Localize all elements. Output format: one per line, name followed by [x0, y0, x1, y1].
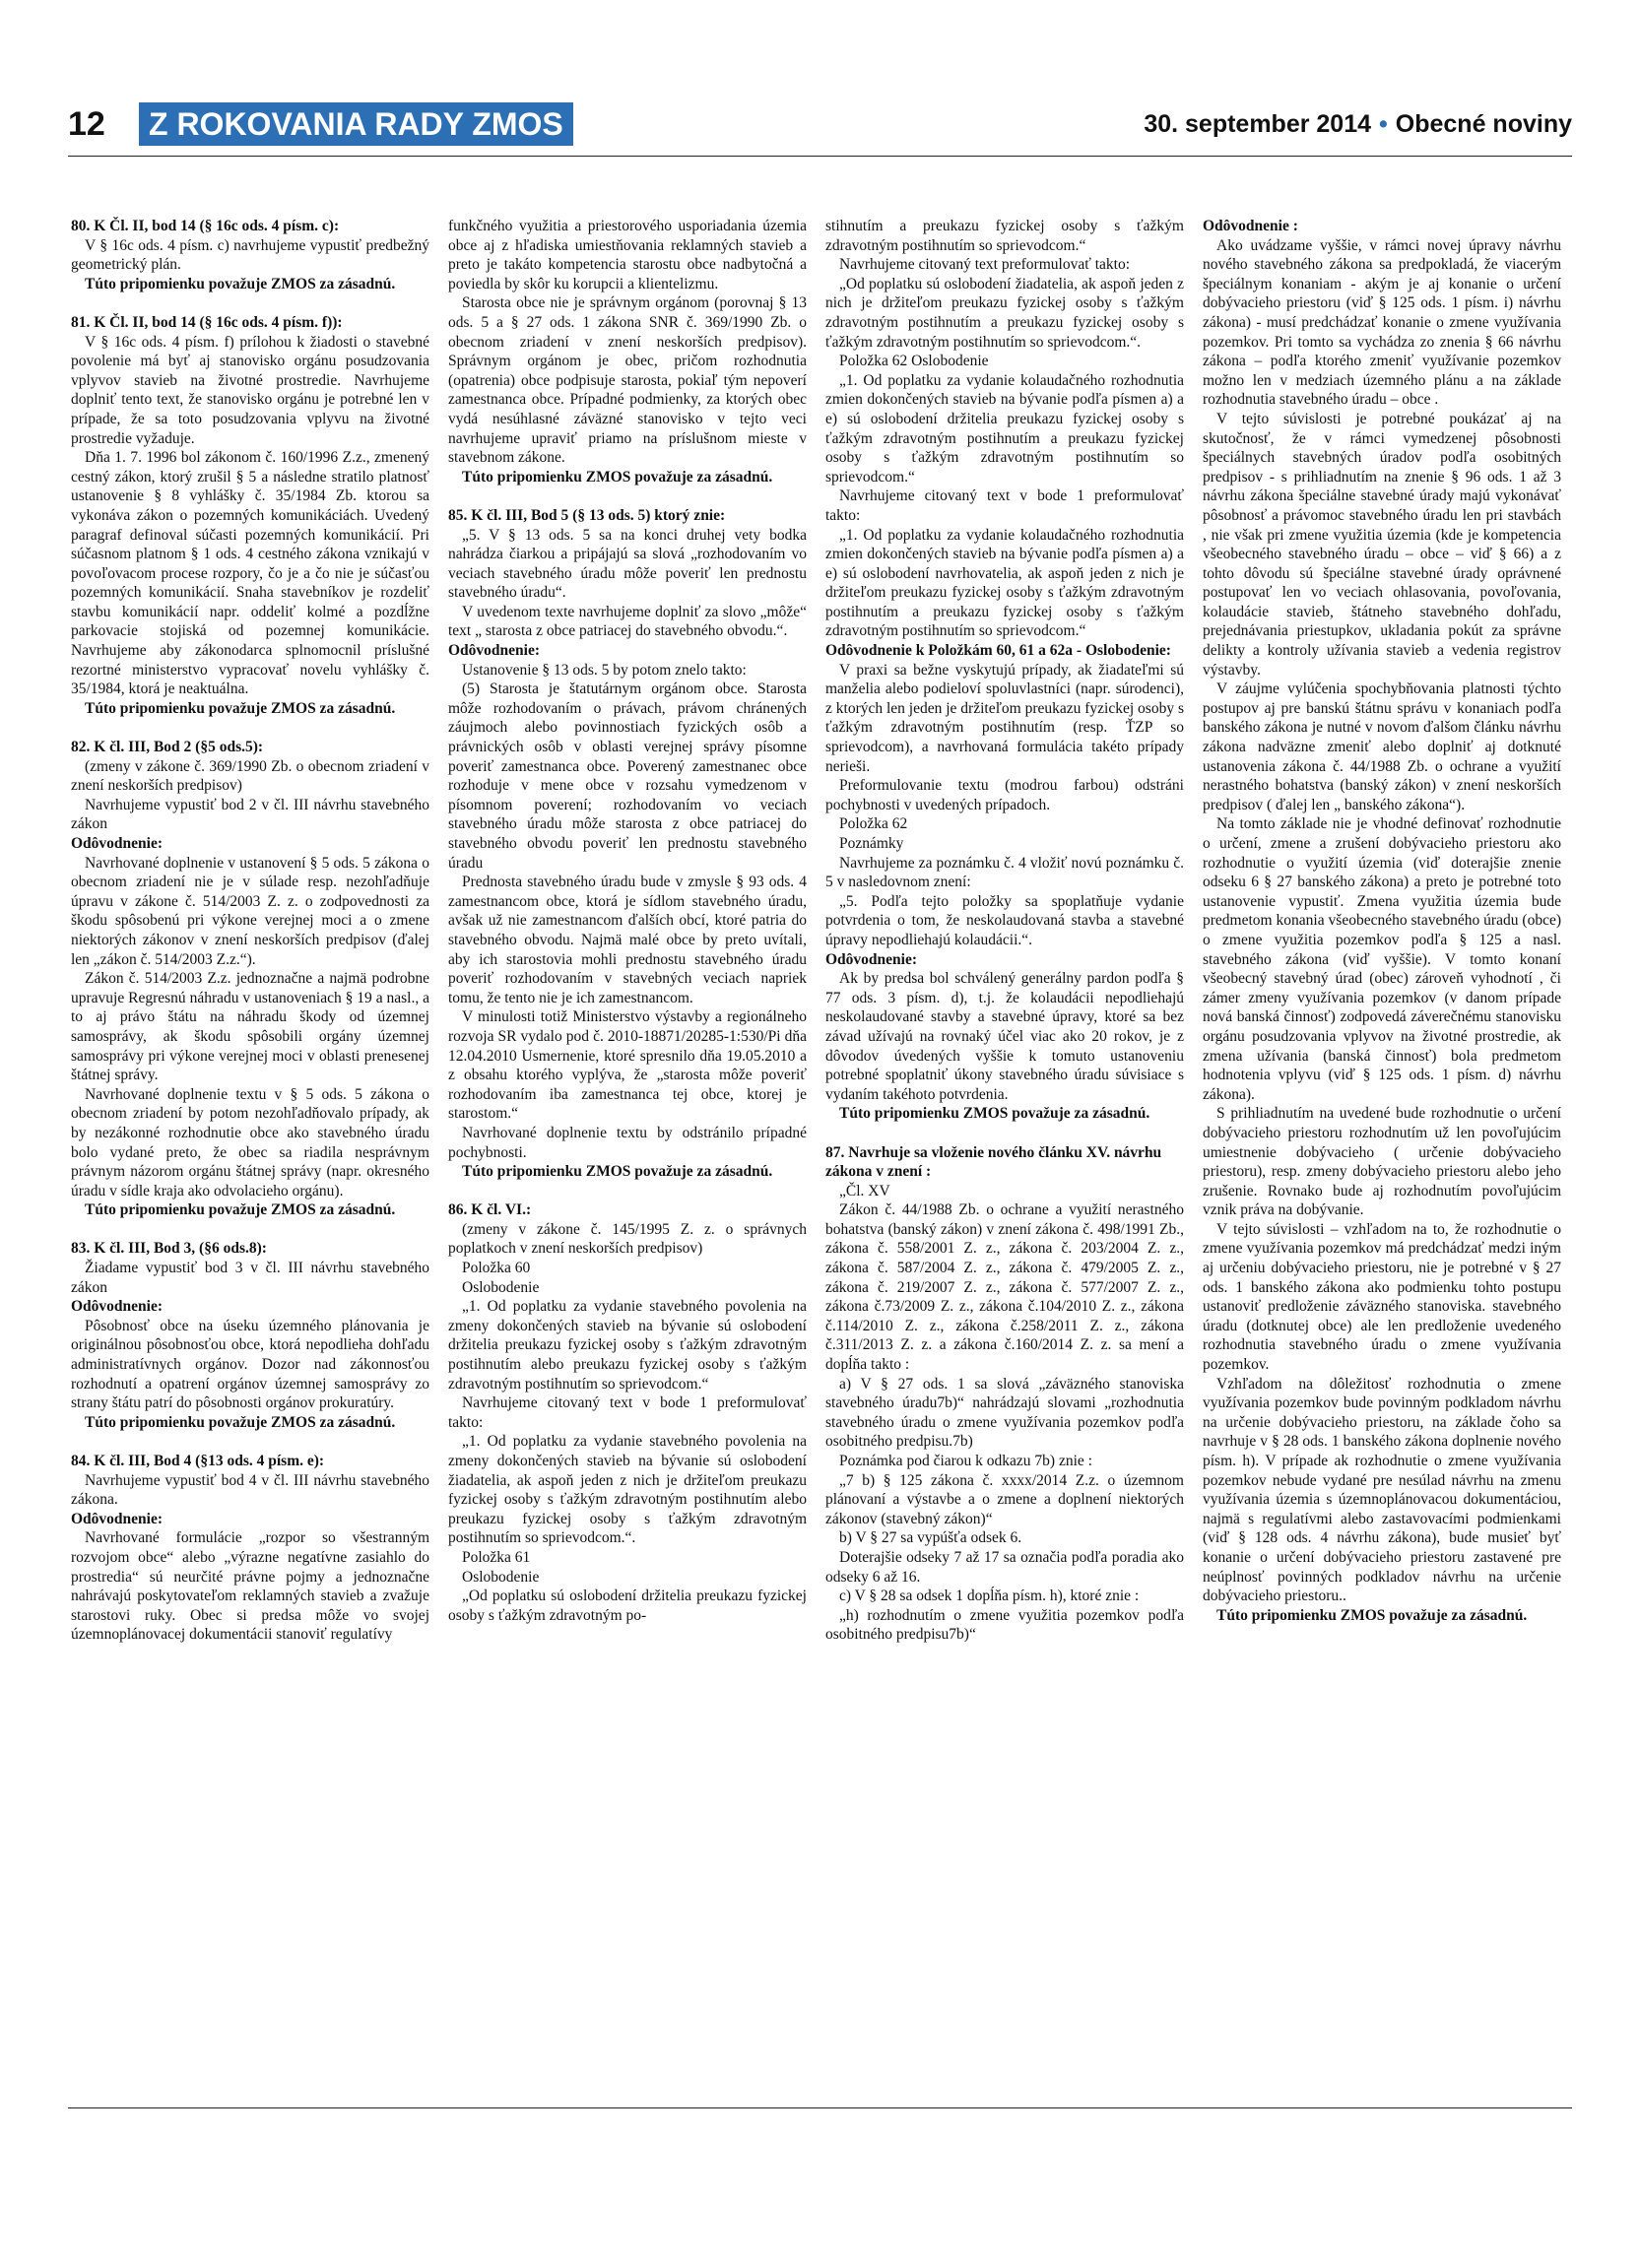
paragraph: Pôsobnosť obce na úseku územného plánovania je originálnou pôsobnosťou obce, ktorá nepodlieha dohľadu administratívnych orgánov. Dozor nad zákonnosťou rozhodnutí a opatrení orgánov územnej samosprávy zo strany štátu patrí do pôsobnosti orgánov prokuratúry. [71, 1317, 429, 1412]
paragraph: „Od poplatku sú oslobodení držitelia preukazu fyzickej osoby s ťažkým zdravotným po- [448, 1588, 807, 1624]
verdict-note: Túto pripomienku ZMOS považuje za zásadnú. [462, 1163, 773, 1181]
paragraph: „1. Od poplatku za vydanie kolaudačného rozhodnutia zmien dokončených stavieb na bývanie podľa písmen a) a e) sú oslobodení držitelia preukazu fyzickej osoby s ťažkým zdravotným postihnutím a preukazu fyzickej osoby s ťažkým zdravotným postihnutím so sprievodcom.“ [825, 371, 1184, 486]
paragraph: Poznámka pod čiarou k odkazu 7b) znie : [839, 1453, 1092, 1469]
item-heading: Odôvodnenie k Položkám 60, 61 a 62a - Oslobodenie: [825, 642, 1171, 660]
item-heading: 81. K Čl. II, bod 14 (§ 16c ods. 4 písm. f)): [71, 313, 343, 331]
paragraph: Ak by predsa bol schválený generálny pardon podľa § 77 ods. 3 písm. d), t.j. že kolaudácii nepodliehajú neskolaudované stavby a stavebné úpravy, ktoré sa bez závad užívajú na rovnaký účel viac ako 20 rokov, je z dôvodov úvedených vyššie k tomuto ustanoveniu potrebné spoplatniť úkony stavebného úradu súvisiace s vydaním takéhoto potvrdenia. [825, 970, 1184, 1103]
header-rule [68, 156, 1572, 157]
verdict-note: Túto pripomienku ZMOS považuje za zásadnú. [1216, 1606, 1528, 1624]
bullet-separator: • [1379, 110, 1388, 138]
paragraph: Navrhované doplnenie textu by odstránilo prípadné pochybnosti. [448, 1124, 807, 1161]
item-heading: 83. K čl. III, Bod 3, (§6 ods.8): [71, 1240, 267, 1258]
paragraph: (5) Starosta je štatutárnym orgánom obce. Starosta môže rozhodovaním o právach, právom chránených záujmoch alebo povinnostiach fyzických osôb a právnických osôb v oblasti verejnej správy písomne poveriť zamestnanca obce. Poverený zamestnanec obce rozhoduje v mene obce v rozsahu vymedzenom v písomnom poverení; rozhodovaním vo veciach stavebného úradu môže starosta z obce patriacej do stavebného obvodu poveriť len prednostu stavebného úradu [448, 680, 807, 872]
paragraph: „Čl. XV [839, 1182, 890, 1199]
article-column-2 [448, 217, 807, 2103]
paragraph: Dňa 1. 7. 1996 bol zákonom č. 160/1996 Z.z., zmenený cestný zákon, ktorý zrušil § 5 a následne stratilo platnosť ustanovenie § 8 vyhlášky č. 35/1984 Zb. ktorou sa vykonáva zákon o pozemných komunikáciách. Uvedený paragraf definoval súčasti pozemných komunikácií. Pri súčasnom platnom § 1 ods. 4 cestného zákona vznikajú v povoľovacom procese rozpory, čo je a čo nie je súčasťou pozemných komunikácií. Snaha stavebníkov je rozdeliť stavbu komunikácií napr. oddeliť kolmé a pozdĺžne parkovacie stojiská od pozemnej komunikácie. Navrhujeme aby zákonodarca splnomocnil príslušné rezortné ministerstvo vypracovať novelu vyhlášky č. 35/1984, ktorá je neaktuálna. [71, 449, 429, 698]
paragraph: Preformulovanie textu (modrou farbou) odstráni pochybnosti v uvedených prípadoch. [825, 777, 1184, 813]
paragraph: V praxi sa bežne vyskytujú prípady, ak žiadateľmi sú manželia alebo podieloví spoluvlastníci (napr. súrodenci), z ktorých len jeden je držiteľom preukazu fyzickej osoby s ťažkým zdravotným postihnutím (resp. ŤZP so sprievodcom), a navrhovaná formulácia takéto prípady nerieši. [825, 661, 1184, 775]
article-column-4 [1203, 217, 1561, 2103]
paragraph: V záujme vylúčenia spochybňovania platnosti týchto postupov aj pre banskú štátnu správu v konaniach podľa banského zákona je nutné v novom ďalšom článku návrhu zákona nadväzne zmeniť alebo doplniť aj dotknuté ustanovenia zákona č. 44/1988 Zb. o ochrane a využití nerastného bohatstva (banský zákon) v znení neskorších predpisov ( ďalej len „ banského zákona“). [1203, 680, 1561, 813]
paragraph: „1. Od poplatku za vydanie stavebného povolenia na zmeny dokončených stavieb na bývanie sú oslobodení držitelia preukazu fyzickej osoby s ťažkým zdravotným postihnutím alebo preukazu fyzickej osoby s ťažkým zdravotným postihnutím so sprievodcom.“ [448, 1298, 807, 1393]
paragraph: V uvedenom texte navrhujeme doplniť za slovo „môže“ text „ starosta z obce patriacej do stavebného obvodu.“. [448, 603, 807, 640]
paragraph: „5. Podľa tejto položky sa spoplatňuje vydanie potvrdenia o tom, že neskolaudovaná stavba a stavebné úpravy nepodliehajú kolaudácii.“. [825, 892, 1184, 948]
paragraph: „1. Od poplatku za vydanie kolaudačného rozhodnutia zmien dokončených stavieb na bývanie podľa písmen a) a e) sú oslobodení navrhovatelia, ak aspoň jeden z nich je držiteľom preukazu fyzickej osoby s ťažkým zdravotným postihnutím a preukazu fyzickej osoby s ťažkým zdravotným postihnutím so sprievodcom.“ [825, 526, 1184, 640]
item-heading: 85. K čl. III, Bod 5 (§ 13 ods. 5) ktorý znie: [448, 506, 726, 524]
paragraph: (zmeny v zákone č. 145/1995 Z. z. o správnych poplatkoch v znení neskorších predpisov) [448, 1220, 807, 1258]
paragraph: Položka 61 [462, 1548, 531, 1566]
paragraph: Ustanovenie § 13 ods. 5 by potom znelo takto: [462, 661, 747, 679]
paragraph: Navrhujeme vypustiť bod 2 v čl. III návrhu stavebného zákon [71, 796, 429, 833]
verdict-note: Túto pripomienku považuje ZMOS za zásadnú. [85, 1413, 396, 1431]
paragraph: Navrhované doplnenie v ustanovení § 5 ods. 5 zákona o obecnom zriadení nie je v súlade resp. nezohľadňuje úpravu v zákone č. 514/2003 Z. z. o zodpovednosti za škodu spôsobenú pri výkone verejnej moci a o zmene niektorých zákonov v znení neskorších predpisov (ďalej len „zákon č. 514/2003 Z.z.“). [71, 854, 429, 968]
item-heading: 86. K čl. VI.: [448, 1201, 532, 1219]
section-title: Z ROKOVANIA RADY ZMOS [139, 102, 573, 146]
paragraph: Oslobodenie [462, 1568, 540, 1586]
item-heading: Odôvodnenie: [71, 1298, 164, 1316]
paragraph: b) V § 27 sa vypúšťa odsek 6. [839, 1529, 1022, 1547]
item-heading: 80. K Čl. II, bod 14 (§ 16c ods. 4 písm. c): [71, 218, 340, 234]
verdict-note: Túto pripomienku považuje ZMOS za zásadnú. [85, 1201, 396, 1219]
item-heading: 84. K čl. III, Bod 4 (§13 ods. 4 písm. e): [71, 1453, 325, 1469]
paragraph: (zmeny v zákone č. 369/1990 Zb. o obecnom zriadení v znení neskorších predpisov) [71, 757, 429, 795]
article-column-1 [71, 217, 429, 2103]
paragraph: Navrhujeme citovaný text preformulovať takto: [839, 256, 1130, 274]
paragraph: „h) rozhodnutím o zmene využitia pozemkov podľa osobitného predpisu7b)“ [825, 1606, 1184, 1644]
item-heading: Odôvodnenie: [825, 950, 918, 968]
paragraph: V § 16c ods. 4 písm. c) navrhujeme vypustiť predbežný geometrický plán. [71, 236, 429, 274]
paragraph: „1. Od poplatku za vydanie stavebného povolenia na zmeny dokončených stavieb na bývanie sú oslobodení žiadatelia, ak aspoň jeden z nich je držiteľom preukazu fyzickej osoby s ťažkým zdravotným postihnutím alebo preukazu fyzickej osoby s ťažkým zdravotným postihnutím so sprievodcom.“. [448, 1433, 807, 1547]
paragraph: Ako uvádzame vyššie, v rámci novej úpravy návrhu nového stavebného zákona sa predpokladá, že viacerým špeciálnym konaniam - akým je aj konanie o určení dobývacieho priestoru (viď § 125 ods. 1 písm. i) návrhu zákona) - musí predchádzať konanie o zmene využívania pozemkov. Pri tomto sa vychádza zo znenia § 66 návrhu zákona – podľa ktorého zmeniť využívanie pozemkov možno len v medziach územného plánu a na základe rozhodnutia stavebného úradu – obce . [1203, 236, 1561, 409]
paragraph: „5. V § 13 ods. 5 sa na konci druhej vety bodka nahrádza čiarkou a pripájajú sa slová „rozhodovaním vo veciach stavebného úradu môže poveriť len prednostu stavebného úradu“. [448, 526, 807, 602]
item-heading: Odôvodnenie: [448, 642, 541, 660]
paragraph: Vzhľadom na dôležitosť rozhodnutia o zmene využívania pozemkov bude povinným podkladom návrhu na určenie dobývacieho priestoru, na základe čoho sa navrhuje v § 28 ods. 1 banského zákona doplnenie nového písm. h). V prípade ak rozhodnutie o zmene využívania pozemkov nebude vydané pre nesúlad návrhu na zmenu využívania územia s územnoplánovacou dokumentáciou, najmä s regulatívmi alebo zastavovacími podmienkami (viď § 128 ods. 4 návrhu zákona), bude musieť byť konanie o určení dobývacieho priestoru zastavené pre neúplnosť povinných podkladov návrhu na určenie dobývacieho priestoru.. [1203, 1375, 1561, 1605]
paragraph: S prihliadnutím na uvedené bude rozhodnutie o určení dobývacieho priestoru rozhodnutím už len povoľujúcim umiestnenie dobývacieho ( určenie dobývacieho priestoru), resp. zmeny dobývacieho priestoru alebo jeho zrušenie. Rovnako bude aj rozhodnutím povoľujúcim vznik práva na dobývanie. [1203, 1105, 1561, 1219]
paragraph-continued: funkčného využitia a priestorového usporiadania územia obce aj z hľadiska umiestňovania reklamných stavieb a preto je takáto kompetencia starostu obce nadbytočná a poviedla by skôr ku korupcii a klientelizmu. [448, 218, 807, 292]
paragraph: a) V § 27 ods. 1 sa slová „záväzného stanoviska stavebného úradu7b)“ nahrádzajú slovami „rozhodnutia stavebného úradu o zmene využívania pozemkov podľa osobitného predpisu.7b) [825, 1375, 1184, 1451]
paragraph: Oslobodenie [462, 1278, 540, 1296]
verdict-note: Túto pripomienku ZMOS považuje za zásadnú. [839, 1105, 1150, 1123]
paragraph: „Od poplatku sú oslobodení žiadatelia, ak aspoň jeden z nich je držiteľom preukazu fyzickej osoby s ťažkým zdravotným postihnutím a preukazu fyzickej osoby s ťažkým zdravotným postihnutím so sprievodcom.“. [825, 275, 1184, 351]
item-heading: 82. K čl. III, Bod 2 (§5 ods.5): [71, 739, 264, 756]
paragraph: Poznámky [839, 835, 904, 852]
item-heading: 87. Navrhuje sa vloženie nového článku XV. návrhu zákona v znení : [825, 1143, 1162, 1181]
paragraph: Žiadame vypustiť bod 3 v čl. III návrhu stavebného zákon [71, 1260, 429, 1296]
item-heading: Odôvodnenie : [1203, 218, 1298, 234]
paragraph: Navrhujeme citovaný text v bode 1 preformulovať takto: [825, 487, 1184, 524]
issue-date: 30. september 2014 [1144, 110, 1372, 138]
page-header [68, 102, 1572, 146]
paragraph: Doterajšie odseky 7 až 17 sa označia podľa poradia ako odseky 6 až 16. [825, 1548, 1184, 1586]
paragraph: V minulosti totiž Ministerstvo výstavby a regionálneho rozvoja SR vydalo pod č. 2010-18871/20285-1:530/Pi dňa 12.04.2010 Usmernenie, ktoré spresnilo dňa 19.05.2010 a z obsahu ktorého vyplýva, že „starosta môže poveriť rozhodovaním iba zamestnanca tej obce, ktorej je starostom.“ [448, 1008, 807, 1123]
verdict-note: Túto pripomienku považuje ZMOS za zásadnú. [85, 699, 396, 717]
article-column-3 [825, 217, 1184, 2103]
item-heading: Odôvodnenie: [71, 835, 164, 852]
paragraph: Zákon č. 514/2003 Z.z. jednoznačne a najmä podrobne upravuje Regresnú náhradu v ustanoveniach § 19 a nasl., a to aj právo štátu na náhradu škody od územnej samosprávy, ak škodu spôsobili orgány územnej samosprávy pri výkone verejnej moci v oblasti prenesenej štátnej správy. [71, 970, 429, 1084]
footer-rule [68, 2107, 1572, 2108]
page-number: 12 [68, 105, 105, 143]
verdict-note: Túto pripomienku ZMOS považuje za zásadnú. [462, 468, 773, 486]
item-heading: Odôvodnenie: [71, 1510, 164, 1527]
paragraph: V tejto súvislosti je potrebné poukázať aj na skutočnosť, že v rámci vymedzenej pôsobnosti špeciálnych stavebných úradov podľa osobitných predpisov - s prihliadnutím na znenie § 96 ods. 1 až 3 návrhu zákona špeciálne stavebné úrady majú vykonávať pôsobnosť a právomoc stavebného úradu len pri stavbách , nie však pri zmene využitia územia (kde je kompetencia všeobecného stavebného úradu – obce – viď § 66) a z tohto dôvodu sú špeciálne stavebné úrady oprávnené postupovať len vo veciach ohlasovania, povoľovania, kolaudácie stavieb, štátneho stavebného dohľadu, prejednávania priestupkov, ukladania pokút za správne delikty a kontroly užívania stavieb a vedenia registrov výstavby. [1203, 410, 1561, 679]
paragraph: Položka 62 [839, 815, 908, 833]
publication-name: Obecné noviny [1395, 110, 1572, 138]
paragraph: Položka 62 Oslobodenie [839, 353, 989, 370]
paragraph: Prednosta stavebného úradu bude v zmysle § 93 ods. 4 zamestnancom obce, ktorá je sídlom stavebného úradu, avšak už nie zamestnancom ďalších obcí, ktoré patria do stavebného obvodu. Najmä malé obce by preto uvítali, aby ich starostovia mohli prednostu stavebného úradu poveriť rozhodovaním v stavebných veciach napriek tomu, že tento nie je ich zamestnancom. [448, 874, 807, 1006]
paragraph: „7 b) § 125 zákona č. xxxx/2014 Z.z. o územnom plánovaní a výstavbe a o zmene a doplnení niektorých zákonov (stavebný zákon)“ [825, 1471, 1184, 1527]
paragraph: Navrhujeme za poznámku č. 4 vložiť novú poznámku č. 5 v nasledovnom znení: [825, 854, 1184, 891]
paragraph: Navrhované formulácie „rozpor so všestranným rozvojom obce“ alebo „výrazne negatívne zasiahlo do prostredia“ sú neurčité právne pojmy a jednoznačne nahrávajú poskytovateľom reklamných stavieb a zvažuje starostovi ruky. Obec si predsa môže vo svojej územnoplánovacej dokumentácii stanoviť regulatívy [71, 1529, 429, 1644]
paragraph: Starosta obce nie je správnym orgánom (porovnaj § 13 ods. 5 a § 27 ods. 1 zákona SNR č. 369/1990 Zb. o obecnom zriadení v znení neskorších predpisov). Správnym orgánom je obec, pričom rozhodnutia (opatrenia) obce podpisuje starosta, pokiaľ tým nepoverí zamestnanca obce. Prípadné podmienky, za ktorých obec vydá nesúhlasné záväzné stanovisko v tejto veci navrhujeme upraviť priamo na príslušnom mieste v stavebnom zákone. [448, 294, 807, 467]
issue-info [1144, 102, 1572, 146]
verdict-note: Túto pripomienku považuje ZMOS za zásadnú. [85, 275, 396, 292]
paragraph: Navrhované doplnenie textu v § 5 ods. 5 zákona o obecnom zriadení by potom nezohľadňovalo prípady, ak by nezákonné rozhodnutie obce ako stavebného úradu bolo vydané preto, že obec sa riadila nesprávnym právnym názorom orgánu štátnej správy (napr. okresného úradu v sídle kraja ako odvolacieho orgánu). [71, 1085, 429, 1199]
paragraph: Zákon č. 44/1988 Zb. o ochrane a využití nerastného bohatstva (banský zákon) v znení zákona č. 498/1991 Zb., zákona č. 558/2001 Z. z., zákona č. 203/2004 Z. z., zákona č. 587/2004 Z. z., zákona č. 479/2005 Z. z., zákona č. 219/2007 Z. z., zákona č. 577/2007 Z. z., zákona č.73/2009 Z. z., zákona č.104/2010 Z. z., zákona č.114/2010 Z. z., zákona č.258/2011 Z. z., zákona č.311/2013 Z. z. a zákona č.160/2014 Z. z. sa mení a dopĺňa takto : [825, 1201, 1184, 1374]
paragraph: Navrhujeme citovaný text v bode 1 preformulovať takto: [448, 1394, 807, 1431]
paragraph-continued: stihnutím a preukazu fyzickej osoby s ťažkým zdravotným postihnutím so sprievodcom.“ [825, 218, 1184, 254]
paragraph: Navrhujeme vypustiť bod 4 v čl. III návrhu stavebného zákona. [71, 1471, 429, 1509]
paragraph: Položka 60 [462, 1260, 531, 1277]
paragraph: V tejto súvislosti – vzhľadom na to, že rozhodnutie o zmene využívania pozemkov má predchádzať medzi iným aj určeniu dobývacieho priestoru, nie je potrebné v § 27 ods. 1 banského zákona ako podmienku tohto postupu ustanoviť predloženie záväzného stanoviska. stavebného úradu (dotknutej obce) ale len predloženie uvedeného rozhodnutia stavebného úradu o zmene využívania pozemkov. [1203, 1220, 1561, 1374]
paragraph: Na tomto základe nie je vhodné definovať rozhodnutie o určení, zmene a zrušení dobývacieho priestoru ako rozhodnutie o využití územia (viď doterajšie znenie odseku 6 § 27 banského zákona) a preto je potrebné toto ustanovenie vypustiť. Zmena využitia územia bude predmetom konania všeobecného stavebného úradu (obce) o zmene využitia pozemkov podľa § 125 a nasl. stavebného zákona (viď vyššie). V tomto konaní všeobecný stavebný úrad (obec) zároveň vyhodnotí , či zámer zmeny využívania pozemkov (v danom prípade nová banská činnosť) zodpovedá záverečnému stanovisku orgánu posudzovania vplyvov na životné prostredie, ak zmena užívania (banská činnosť) bola predmetom hodnotenia vplyvu (viď § 125 ods. 1 písm. d) návrhu zákona). [1203, 815, 1561, 1103]
paragraph: V § 16c ods. 4 písm. f) prílohou k žiadosti o stavebné povolenie má byť aj stanovisko orgánu posudzovania vplyvov stavieb na životné prostredie. Navrhujeme doplniť tento text, že stanovisko orgánu je potrebné len v prípade, že sa toto posudzovania vplyvu na životné prostredie vyžaduje. [71, 333, 429, 447]
paragraph: c) V § 28 sa odsek 1 dopĺňa písm. h), ktoré znie : [839, 1588, 1140, 1605]
